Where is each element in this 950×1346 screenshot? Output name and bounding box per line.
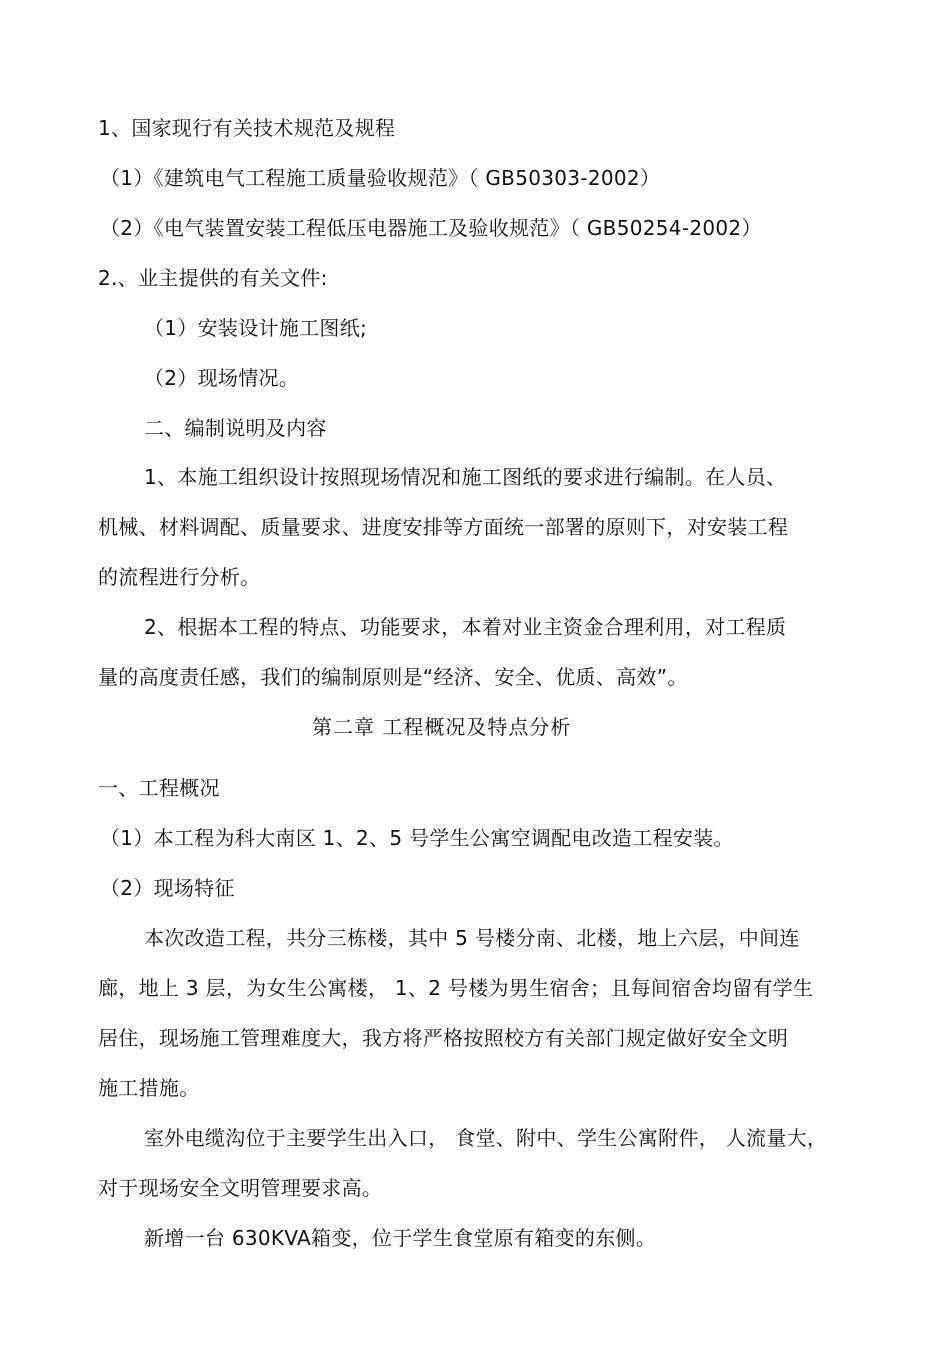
overview-item-2: （2）现场特征 xyxy=(100,876,235,900)
site-paragraph-1-line-4: 施工措施。 xyxy=(98,1076,200,1100)
basis-owner-line: 2.、业主提供的有关文件: xyxy=(98,266,328,290)
compile-paragraph-2-line-2: 量的高度责任感，我们的编制原则是“经济、安全、优质、高效”。 xyxy=(98,665,688,689)
site-paragraph-2-line-1: 室外电缆沟位于主要学生出入口， 食堂、附中、学生公寓附件， 人流量大， xyxy=(144,1126,828,1150)
overview-heading: 一、工程概况 xyxy=(98,776,220,800)
site-paragraph-1-line-1: 本次改造工程，共分三栋楼，其中 5 号楼分南、北楼，地上六层，中间连 xyxy=(144,926,800,950)
owner-doc-item-1: （1）安装设计施工图纸; xyxy=(144,316,368,340)
compile-paragraph-1-line-2: 机械、材料调配、质量要求、进度安排等方面统一部署的原则下，对安装工程 xyxy=(98,515,789,539)
owner-doc-item-2: （2）现场情况。 xyxy=(144,366,300,390)
overview-item-1: （1）本工程为科大南区 1、2、5 号学生公寓空调配电改造工程安装。 xyxy=(100,826,734,850)
compile-paragraph-1-line-1: 1、本施工组织设计按照现场情况和施工图纸的要求进行编制。在人员、 xyxy=(144,465,787,489)
site-paragraph-2-line-2: 对于现场安全文明管理要求高。 xyxy=(98,1176,383,1200)
site-paragraph-3-line-1: 新增一台 630KVA箱变，位于学生食堂原有箱变的东侧。 xyxy=(144,1226,657,1250)
compile-paragraph-2-line-1: 2、根据本工程的特点、功能要求，本着对业主资金合理利用，对工程质 xyxy=(144,615,787,639)
section-heading-compile: 二、编制说明及内容 xyxy=(144,416,327,440)
site-paragraph-1-line-3: 居住，现场施工管理难度大，我方将严格按照校方有关部门规定做好安全文明 xyxy=(98,1026,789,1050)
compile-paragraph-1-line-3: 的流程进行分析。 xyxy=(98,565,261,589)
site-paragraph-1-line-2: 廊，地上 3 层，为女生公寓楼， 1、2 号楼为男生宿舍；且每间宿舍均留有学生 xyxy=(98,976,814,1000)
standard-item-1: （1）《建筑电气工程施工质量验收规范》（ GB50303-2002） xyxy=(100,166,661,190)
standard-item-2: （2）《电气装置安装工程低压电器施工及验收规范》（ GB50254-2002） xyxy=(100,216,762,240)
basis-national-line: 1、国家现行有关技术规范及规程 xyxy=(98,116,396,140)
chapter-title: 第二章 工程概况及特点分析 xyxy=(312,715,572,739)
